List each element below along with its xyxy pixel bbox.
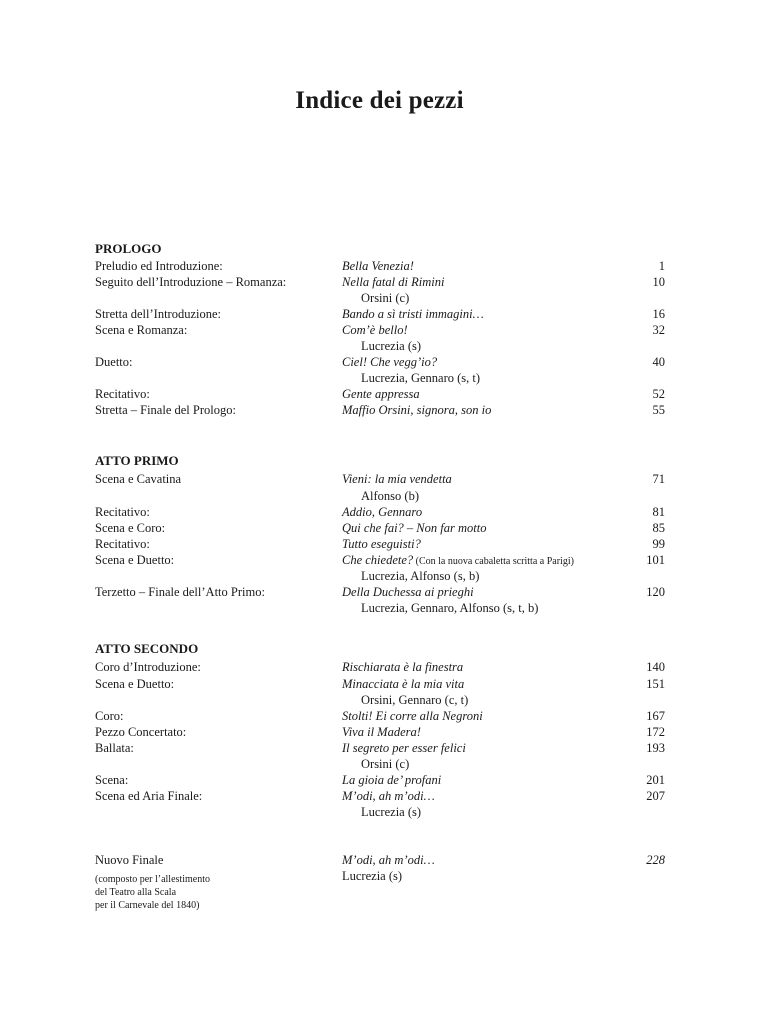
section-heading: PROLOGO [95, 241, 162, 256]
entry-label: Recitativo: [95, 505, 150, 519]
cast-text: Lucrezia, Gennaro, Alfonso (s, t, b) [361, 601, 539, 615]
entry-incipit: Stolti! Ei corre alla Negroni [342, 709, 483, 723]
index-entry [95, 274, 665, 290]
index-entry [95, 584, 665, 600]
entry-page: 32 [652, 323, 665, 337]
index-entry [95, 708, 665, 724]
entry-page: 207 [646, 789, 665, 803]
index-entry [95, 322, 665, 338]
index-entry [95, 658, 665, 676]
entry-incipit: La gioia de’ profani [342, 773, 442, 787]
entry-label: Seguito dell’Introduzione – Romanza: [95, 275, 287, 289]
entry-cast [95, 692, 665, 708]
entry-label: Recitativo: [95, 387, 150, 401]
entry-page: 10 [652, 275, 665, 289]
entry-cast [95, 804, 665, 820]
entry-cast: Lucrezia (s) [342, 869, 403, 883]
cast-text: Orsini (c) [361, 291, 410, 305]
index-entry [95, 788, 665, 804]
entry-label: Scena e Duetto: [95, 677, 175, 691]
entry-label: Duetto: [95, 355, 133, 369]
entry-incipit: Com’è bello! [342, 323, 408, 337]
entry-label: Coro: [95, 709, 124, 723]
entry-note [95, 873, 210, 912]
section-heading: ATTO SECONDO [95, 641, 199, 656]
entry-cast [95, 568, 665, 584]
entry-incipit: Gente appressa [342, 387, 420, 401]
entry-label: Preludio ed Introduzione: [95, 259, 223, 273]
entry-label: Coro d’Introduzione: [95, 660, 201, 674]
entry-incipit: Nella fatal di Rimini [342, 275, 445, 289]
entry-incipit: Addio, Gennaro [342, 505, 423, 519]
index-entry [95, 552, 665, 568]
index-entry [95, 504, 665, 520]
entry-label: Nuovo Finale [95, 853, 164, 867]
index-entry [95, 676, 665, 692]
entry-label: Scena ed Aria Finale: [95, 789, 203, 803]
entry-label: Scena: [95, 773, 129, 787]
entry-incipit: Tutto eseguisti? [342, 537, 421, 551]
page-title: Indice dei pezzi [295, 87, 464, 114]
entry-cast [95, 338, 665, 354]
entry-label: Ballata: [95, 741, 134, 755]
index-entry [95, 740, 665, 756]
note-line: del Teatro alla Scala [95, 887, 177, 898]
entry-page: 193 [646, 741, 665, 755]
entry-cast [95, 756, 665, 772]
entry-incipit: Viva il Madera! [342, 725, 421, 739]
entry-page: 81 [652, 505, 665, 519]
entry-incipit: Bando a sì tristi immagini… [342, 307, 484, 321]
index-entry [95, 386, 665, 402]
entry-page: 52 [652, 387, 665, 401]
entry-cast [95, 600, 665, 616]
entry-page: 140 [646, 660, 665, 674]
entry-page: 120 [646, 585, 665, 599]
entry-incipit: Maffio Orsini, signora, son io [342, 403, 492, 417]
entry-incipit: Ciel! Che vegg’io? [342, 355, 438, 369]
entry-incipit: Minacciata è la mia vita [342, 677, 465, 691]
cast-text: Alfonso (b) [361, 489, 419, 503]
entry-label: Stretta dell’Introduzione: [95, 307, 222, 321]
cast-text: Orsini (c) [361, 757, 410, 771]
entry-label: Scena e Coro: [95, 521, 166, 535]
index-entry [95, 258, 665, 274]
entry-label: Scena e Romanza: [95, 323, 188, 337]
note-line: per il Carnevale del 1840) [95, 900, 200, 911]
entry-page: 85 [652, 521, 665, 535]
note-line: (composto per l’allestimento [95, 874, 210, 885]
incipit-text: Che chiedete? [342, 553, 414, 567]
entry-incipit: Qui che fai? – Non far motto [342, 521, 487, 535]
entry-cast [95, 290, 665, 306]
section-heading: ATTO PRIMO [95, 453, 179, 468]
entry-label: Recitativo: [95, 537, 150, 551]
entry-incipit: Il segreto per esser felici [342, 741, 466, 755]
entry-incipit: Rischiarata è la finestra [342, 660, 464, 674]
section-prologo [95, 240, 665, 418]
entry-incipit: Bella Venezia! [342, 259, 414, 273]
index-entry [95, 354, 665, 370]
index-entry [95, 536, 665, 552]
entry-incipit: Della Duchessa ai prieghi [342, 585, 474, 599]
entry-page: 228 [646, 853, 665, 867]
section-atto-primo [95, 452, 665, 616]
section-nuovo-finale [95, 853, 665, 923]
entry-page: 201 [646, 773, 665, 787]
entry-page: 101 [646, 553, 665, 567]
entry-page: 99 [652, 537, 665, 551]
cast-text: Lucrezia (s) [361, 805, 422, 819]
entry-page: 55 [652, 403, 665, 417]
cast-text: Orsini, Gennaro (c, t) [361, 693, 469, 707]
entry-page: 1 [658, 259, 665, 273]
index-entry [95, 470, 665, 488]
cast-text: Lucrezia (s) [361, 339, 422, 353]
entry-label: Terzetto – Finale dell’Atto Primo: [95, 585, 265, 599]
entry-label: Pezzo Concertato: [95, 725, 187, 739]
entry-cast [95, 488, 665, 504]
index-entry [95, 402, 665, 418]
entry-label: Stretta – Finale del Prologo: [95, 403, 236, 417]
entry-page: 16 [652, 307, 665, 321]
entry-incipit: Vieni: la mia vendetta [342, 472, 452, 486]
entry-label: Scena e Cavatina [95, 472, 182, 486]
entry-incipit: M’odi, ah m’odi… [342, 789, 435, 803]
entry-page: 172 [646, 725, 665, 739]
cast-text: Lucrezia, Gennaro (s, t) [361, 371, 481, 385]
entry-incipit: M’odi, ah m’odi… [342, 853, 435, 867]
entry-page: 167 [646, 709, 665, 723]
incipit-note: (Con la nuova cabaletta scritta a Parigi) [413, 556, 574, 567]
entry-cast [95, 370, 665, 386]
cast-text: Lucrezia, Alfonso (s, b) [361, 569, 480, 583]
index-entry [95, 520, 665, 536]
entry-label: Scena e Duetto: [95, 553, 175, 567]
entry-page: 71 [652, 472, 665, 486]
entry-page: 40 [652, 355, 665, 369]
index-entry [95, 724, 665, 740]
index-entry [95, 772, 665, 788]
section-atto-secondo [95, 640, 665, 820]
index-entry [95, 306, 665, 322]
index-table [95, 240, 665, 923]
entry-page: 151 [646, 677, 665, 691]
